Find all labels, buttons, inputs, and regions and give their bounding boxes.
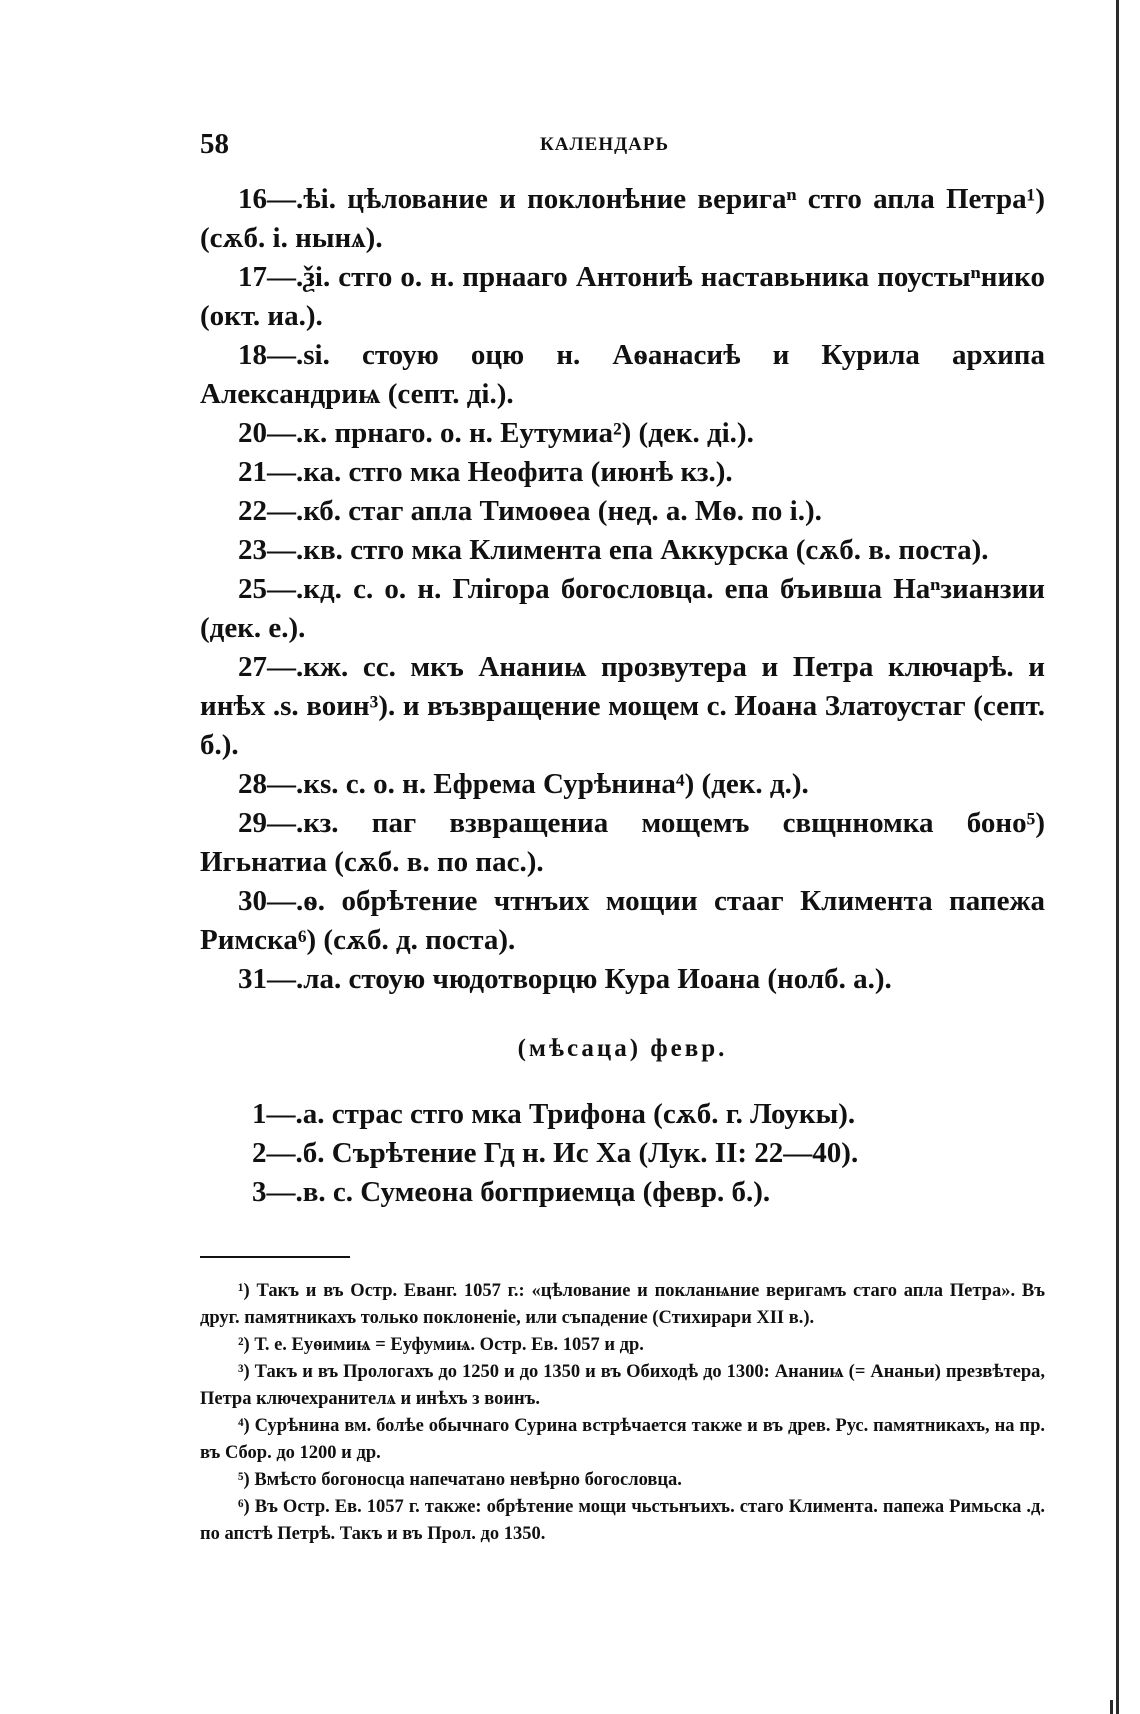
calendar-entry: 16—.ѣі. цѣлование и поклонѣние веригаⁿ стго апла Петра¹) (сѫб. і. нынѧ). (200, 183, 1045, 254)
calendar-entry: 21—.ка. стго мка Неофита (июнѣ кз.). (238, 456, 733, 488)
calendar-entry: 23—.кв. стго мка Климента епа Аккурска (сѫб. в. поста). (238, 534, 989, 566)
calendar-entry: 31—.ла. стоую чюдотворцю Кура Иоана (нолб. а.). (238, 963, 892, 995)
month-heading: (мѣсаца) февр. (517, 1035, 728, 1062)
calendar-entry: 17—.ѯі. стго о. н. прнааго Антониѣ наставьника поустыⁿнико (окт. иа.). (200, 261, 1045, 332)
calendar-entry: 28—.кѕ. с. о. н. Ефрема Сурѣнина⁴) (дек. д.). (238, 768, 809, 800)
calendar-entry: 20—.к. прнаго. о. н. Еутумиа²) (дек. ді.). (238, 417, 754, 449)
scan-artifact-mark (1110, 1700, 1113, 1714)
running-head: КАЛЕНДАРЬ (540, 134, 670, 155)
calendar-entry: 27—.кж. сс. мкъ Ананиѩ прозвутера и Петра ключарѣ. и инѣх .ѕ. воин³). и възвращение мощем с. Иоана Златоустаг (септ. б.). (200, 651, 1045, 761)
calendar-entry: 1—.а. страс стго мка Трифона (сѫб. г. Лоукы). (252, 1098, 856, 1130)
footnote: ¹) Такъ и въ Остр. Еванг. 1057 г.: «цѣлование и покланѩние веригамъ стаго апла Петра». Въ друг. памятникахъ только поклоненie, или съпадение (Стихирари XII в.). (200, 1281, 1045, 1328)
footnote-divider (200, 1256, 350, 1258)
page-number: 58 (200, 128, 229, 160)
page-edge-line (1116, 0, 1119, 1714)
footnote: ⁴) Сурѣнина вм. болѣе обычнаго Сурина встрѣчается также и въ древ. Рус. памятникахъ, на пр. въ Сбор. до 1200 и др. (200, 1416, 1045, 1463)
footnote: ⁶) Въ Остр. Ев. 1057 г. также: обрѣтение мощи чьстьнъихъ. стаго Климента. папежа Римьска .д. по апстѣ Петрѣ. Такъ и въ Прол. до 1350. (200, 1497, 1045, 1544)
calendar-entry: 22—.кб. стаг апла Тимоѳеа (нед. а. Мѳ. по і.). (238, 495, 822, 527)
calendar-entry: 3—.в. с. Сумеона богприемца (февр. б.). (252, 1176, 771, 1208)
footnote: ²) Т. е. Еуѳимиѩ = Еуфумиѩ. Остр. Ев. 1057 и др. (238, 1335, 644, 1355)
footnote: ³) Такъ и въ Прологахъ до 1250 и до 1350 и въ Обиходѣ до 1300: Ананиѩ (= Ананьи) презвѣтера, Петра ключехранителѧ и инѣхъ з воинъ. (200, 1362, 1045, 1409)
calendar-entry: 29—.кз. паг взвращениа мощемъ свщнномка боно⁵) Игьнатиа (сѫб. в. по пас.). (200, 807, 1045, 878)
calendar-entry: 18—.ѕі. стоую оцю н. Аѳанасиѣ и Курила архипа Александриѩ (септ. ді.). (200, 339, 1045, 410)
footnote: ⁵) Вмѣсто богоносца напечатано невѣрно богословца. (238, 1470, 682, 1490)
main-text (200, 180, 1045, 1548)
calendar-entry: 30—.ѳ. обрѣтение чтнъих мощии стааг Климента папежа Римска⁶) (сѫб. д. поста). (200, 885, 1045, 956)
calendar-entry: 25—.кд. с. о. н. Глiгора богословца. епа бъивша Наⁿзианзии (дек. е.). (200, 573, 1045, 644)
calendar-entry: 2—.б. Сърѣтение Гд н. Ис Ха (Лук. II: 22—40). (252, 1137, 859, 1169)
